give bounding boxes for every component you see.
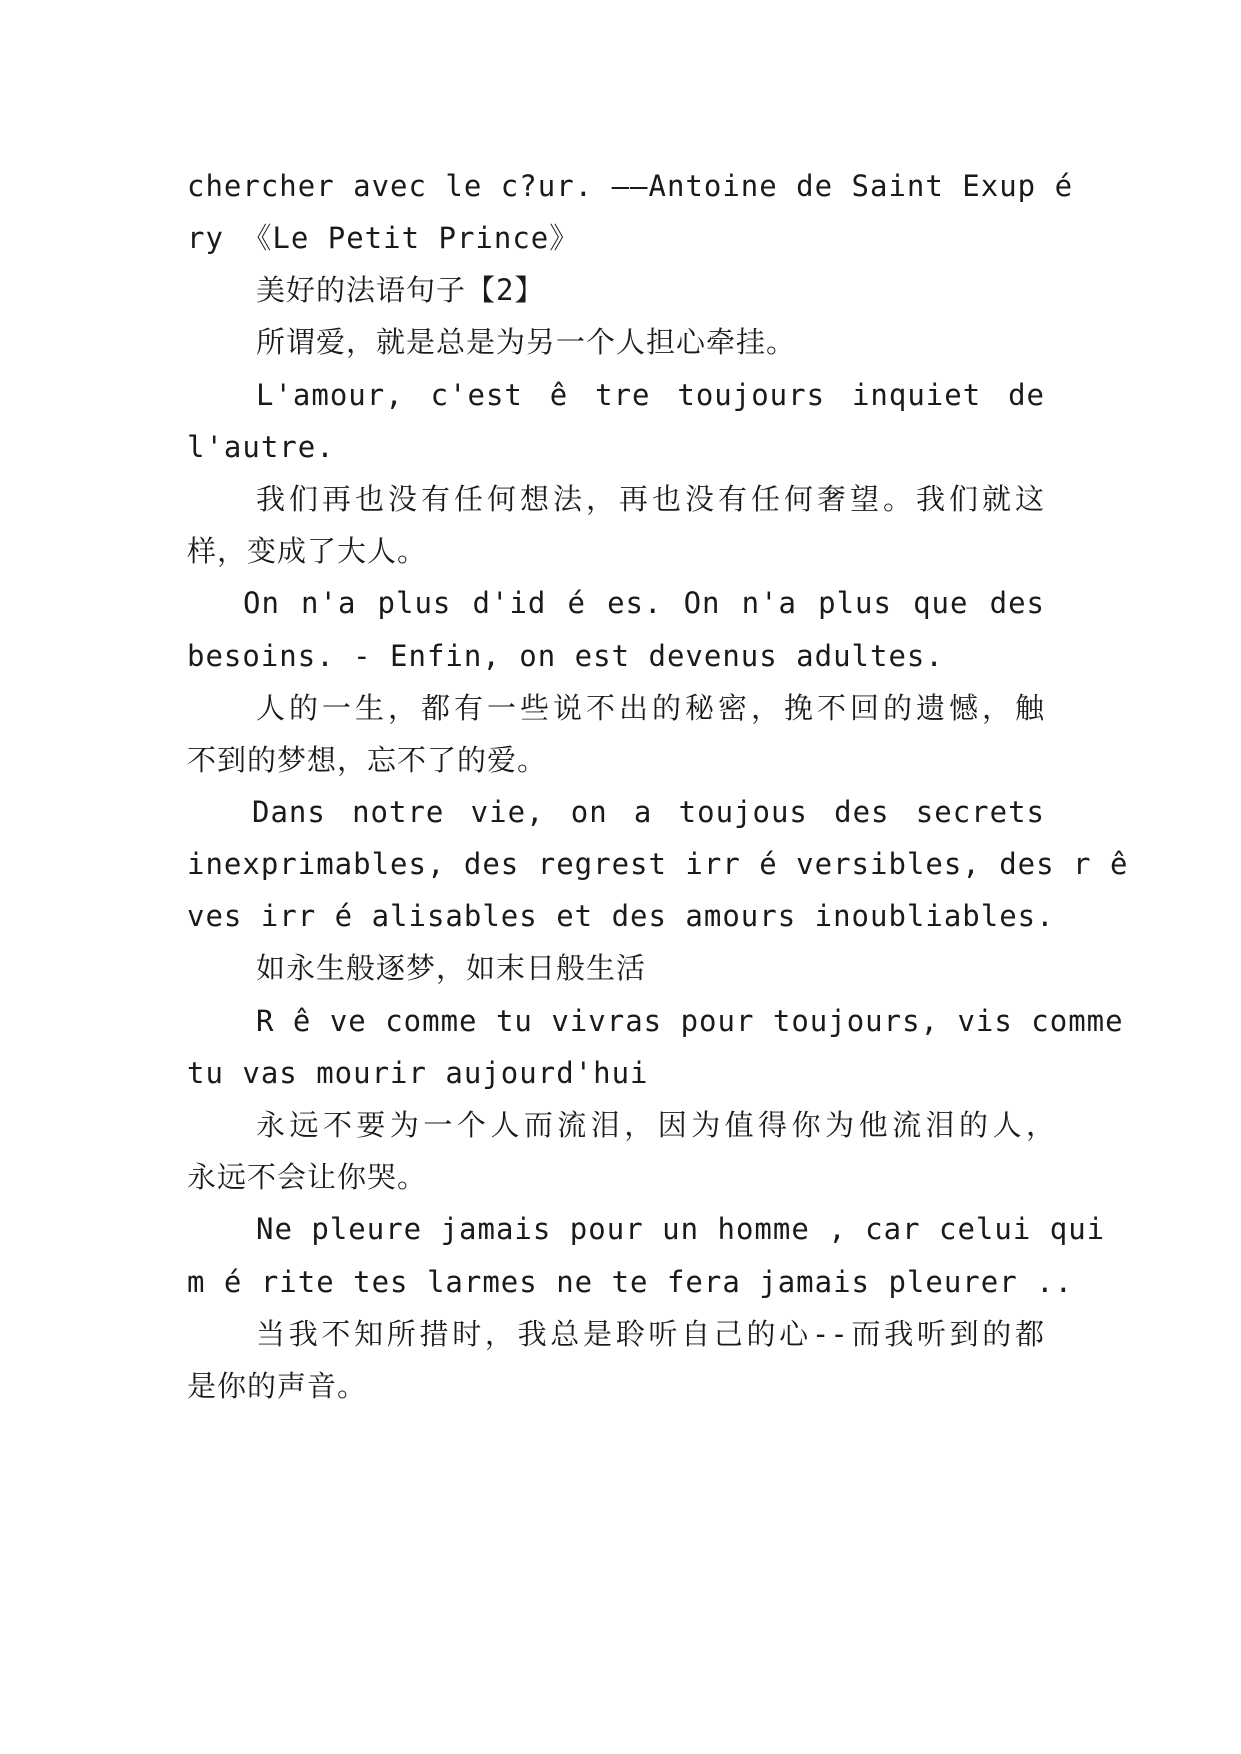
text-line: tu vas mourir aujourd'hui [187,1056,649,1090]
text-line: 人的一生，都有一些说不出的秘密，挽不回的遗憾，触 [256,691,1045,725]
text-line: inexprimables, des regrest irr é versibles, des r ê [187,847,1129,881]
text-line: Ne pleure jamais pour un homme , car celui qui [256,1212,1106,1246]
text-line: 永远不要为一个人而流泪，因为值得你为他流泪的人， [256,1108,1056,1142]
text-line: 如永生般逐梦，如末日般生活 [256,951,647,985]
text-line: L'amour, c'est ê tre toujours inquiet de [256,378,1045,412]
text-line: 不到的梦想，忘不了的爱。 [187,743,548,777]
text-line: l'autre. [187,430,335,464]
text-line: 是你的声音。 [187,1369,368,1403]
text-line: m é rite tes larmes ne te fera jamais pleurer .. [187,1265,1074,1299]
text-line: R ê ve comme tu vivras pour toujours, vis comme [256,1004,1124,1038]
text-line: 所谓爱，就是总是为另一个人担心牵挂。 [256,325,797,359]
text-line: besoins. - Enfin, on est devenus adultes. [187,639,944,673]
text-line: chercher avec le c?ur. ——Antoine de Saint Exup é [187,169,1074,203]
text-line: On n'a plus d'id é es. On n'a plus que des [243,586,1045,620]
section-heading: 美好的法语句子【2】 [256,273,545,307]
text-line: Dans notre vie, on a toujous des secrets [252,795,1045,829]
text-line: 样，变成了大人。 [187,534,428,568]
text-line: 我们再也没有任何想法，再也没有任何奢望。我们就这 [256,482,1045,516]
text-line: 永远不会让你哭。 [187,1160,428,1194]
text-line: ves irr é alisables et des amours inoubliables. [187,899,1055,933]
text-line: 当我不知所措时，我总是聆听自己的心--而我听到的都 [256,1317,1045,1351]
text-line: ry 《Le Petit Prince》 [187,221,580,255]
